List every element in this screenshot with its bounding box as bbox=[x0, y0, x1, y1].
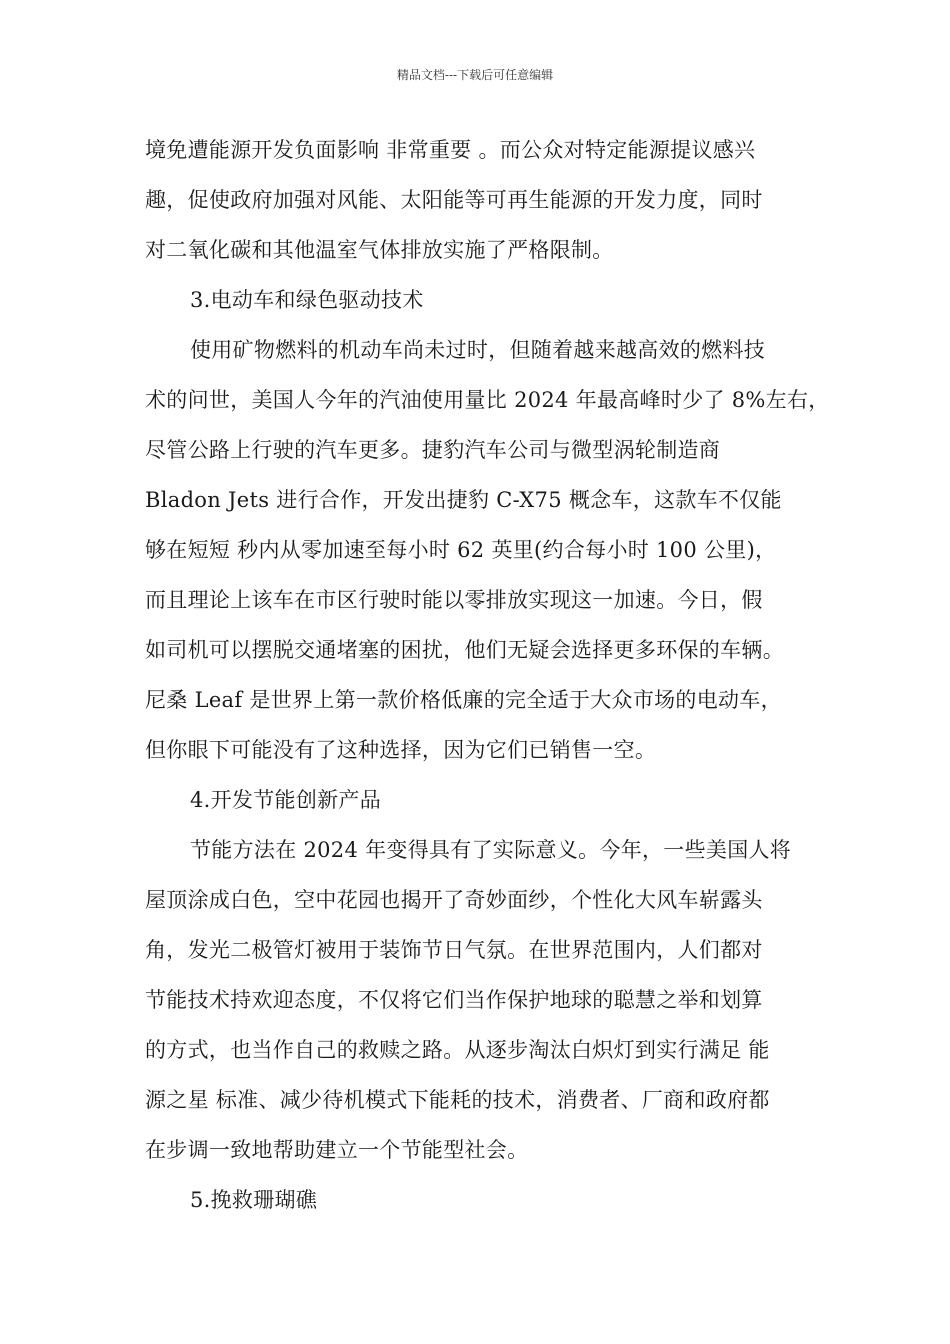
paragraph-line: 但你眼下可能没有了这种选择，因为它们已销售一空。 bbox=[145, 738, 657, 762]
paragraph-line: 尽管公路上行驶的汽车更多。捷豹汽车公司与微型涡轮制造商 bbox=[145, 438, 721, 462]
paragraph-line: 源之星 标准、减少待机模式下能耗的技术，消费者、厂商和政府都 bbox=[145, 1088, 770, 1112]
paragraph-line: 使用矿物燃料的机动车尚未过时，但随着越来越高效的燃料技 bbox=[190, 338, 766, 362]
page-header: 精品文档---下载后可任意编辑 bbox=[396, 68, 554, 82]
section-heading: 3.电动车和绿色驱动技术 bbox=[190, 288, 424, 312]
paragraph-line: Bladon Jets 进行合作，开发出捷豹 C-X75 概念车，这款车不仅能 bbox=[145, 488, 782, 512]
paragraph-line: 够在短短 秒内从零加速至每小时 62 英里(约合每小时 100 公里)， bbox=[145, 538, 777, 562]
paragraph-line: 尼桑 Leaf 是世界上第一款价格低廉的完全适于大众市场的电动车， bbox=[145, 688, 782, 712]
section-heading: 4.开发节能创新产品 bbox=[190, 788, 382, 812]
paragraph-line: 角，发光二极管灯被用于装饰节日气氛。在世界范围内，人们都对 bbox=[145, 938, 763, 962]
paragraph-line: 境免遭能源开发负面影响 非常重要 。而公众对特定能源提议感兴 bbox=[145, 138, 756, 162]
paragraph-line: 的方式，也当作自己的救赎之路。从逐步淘汰白炽灯到实行满足 能 bbox=[145, 1038, 770, 1062]
paragraph-line: 趣，促使政府加强对风能、太阳能等可再生能源的开发力度，同时 bbox=[145, 188, 763, 212]
paragraph-line: 在步调一致地帮助建立一个节能型社会。 bbox=[145, 1138, 529, 1162]
paragraph-line: 而且理论上该车在市区行驶时能以零排放实现这一加速。今日，假 bbox=[145, 588, 763, 612]
paragraph-line: 节能方法在 2024 年变得具有了实际意义。今年，一些美国人将 bbox=[190, 838, 792, 862]
paragraph-line: 屋顶涂成白色，空中花园也揭开了奇妙面纱，个性化大风车崭露头 bbox=[145, 888, 763, 912]
paragraph-line: 术的问世，美国人今年的汽油使用量比 2024 年最高峰时少了 8%左右， bbox=[145, 388, 830, 412]
paragraph-line: 如司机可以摆脱交通堵塞的困扰，他们无疑会选择更多环保的车辆。 bbox=[145, 638, 784, 662]
paragraph-line: 对二氧化碳和其他温室气体排放实施了严格限制。 bbox=[145, 238, 614, 262]
section-heading: 5.挽救珊瑚礁 bbox=[190, 1188, 318, 1212]
paragraph-line: 节能技术持欢迎态度，不仅将它们当作保护地球的聪慧之举和划算 bbox=[145, 988, 763, 1012]
